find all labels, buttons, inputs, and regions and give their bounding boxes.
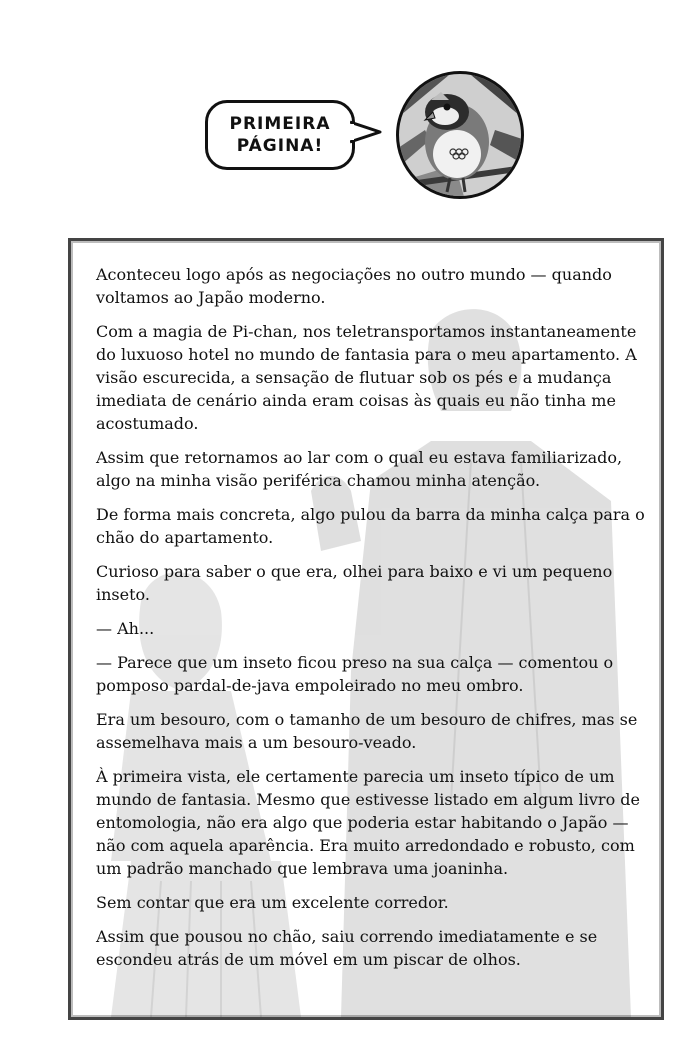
speech-bubble-tail (350, 118, 390, 148)
page-header (0, 0, 700, 230)
paragraph: — Ah... (96, 619, 155, 638)
speech-bubble (205, 100, 355, 170)
paragraph: — Parece que um inseto ficou preso na sua calça — comentou o pomposo pardal-de-java empoleirado no meu ombro. (96, 653, 614, 695)
paragraph: Curioso para saber o que era, olhei para baixo e vi um pequeno inseto. (96, 562, 613, 604)
bubble-line-1: PRIMEIRA (229, 114, 331, 134)
paragraph: À primeira vista, ele certamente parecia um inseto típico de um mundo de fantasia. Mesmo que estivesse listado em algum livro de entomologia, não era algo que poderia estar habitando o Japão — não com aquela aparência. Era muito arredondado e robusto, com um padrão manchado que lembrava uma joaninha. (96, 767, 640, 878)
paragraph: Assim que pousou no chão, saiu correndo imediatamente e se escondeu atrás de um móvel em um piscar de olhos. (96, 927, 598, 969)
text-frame (68, 238, 664, 1020)
paragraph: Assim que retornamos ao lar com o qual eu estava familiarizado, algo na minha visão periférica chamou minha atenção. (96, 448, 623, 490)
sparrow-mascot-icon (395, 70, 525, 200)
paragraph: De forma mais concreta, algo pulou da barra da minha calça para o chão do apartamento. (96, 505, 645, 547)
paragraph: Com a magia de Pi-chan, nos teletransportamos instantaneamente do luxuoso hotel no mundo de fantasia para o meu apartamento. A visão escurecida, a sensação de flutuar sob os pés e a mudança imediata de cenário ainda eram coisas às quais eu não tinha me acostumado. (96, 322, 637, 433)
paragraph: Aconteceu logo após as negociações no outro mundo — quando voltamos ao Japão moderno. (96, 265, 612, 307)
story-text (96, 263, 646, 982)
paragraph: Sem contar que era um excelente corredor. (96, 893, 449, 912)
bubble-line-2: PÁGINA! (236, 136, 324, 156)
paragraph: Era um besouro, com o tamanho de um besouro de chifres, mas se assemelhava mais a um besouro-veado. (96, 710, 638, 752)
